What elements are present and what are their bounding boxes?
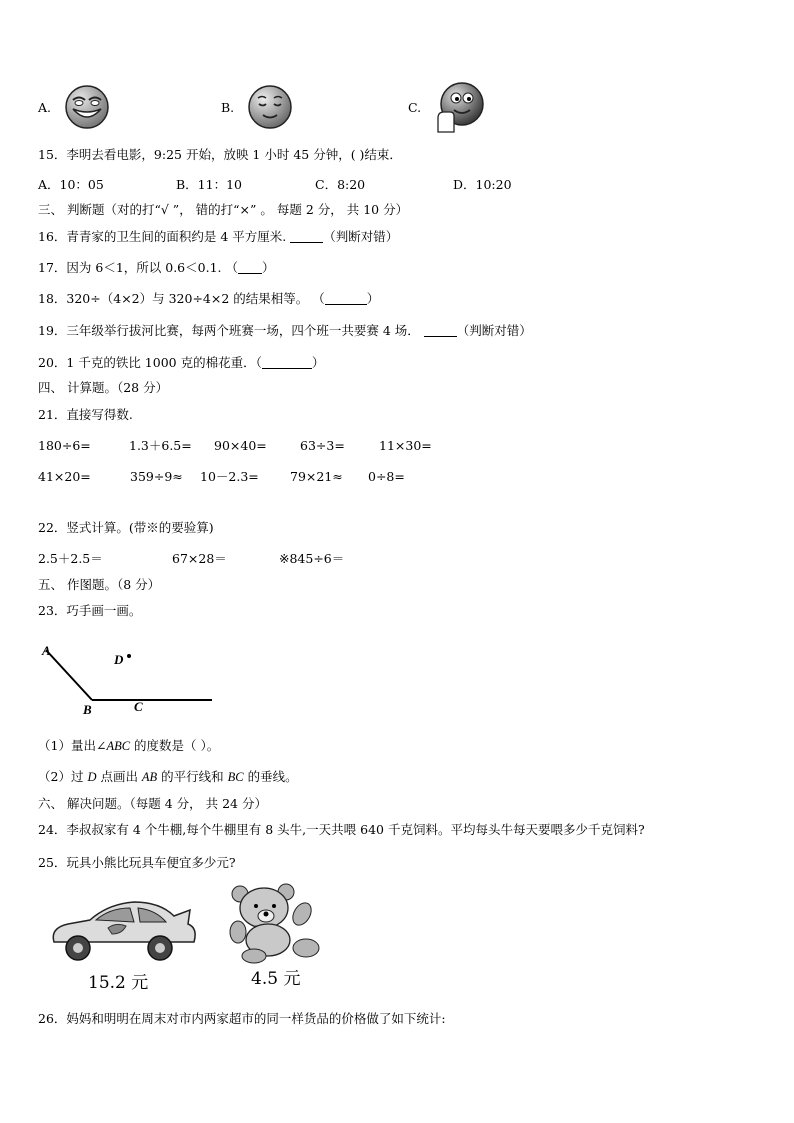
face-a-icon — [64, 84, 110, 130]
q15-stem: 15．李明去看电影，9:25 开始，放映 1 小时 45 分钟，( )结束． — [38, 147, 402, 162]
q19: 19．三年级举行拔河比赛，每两个班赛一场，四个班一共要赛 4 场． （判断对错） — [38, 323, 532, 338]
bear-price: 4.5 元 — [251, 969, 301, 989]
q17: 17．因为 6＜1，所以 0.6＜0.1. （ ） — [38, 260, 275, 275]
q15-option-b: B．11：10 — [176, 177, 242, 192]
option-c-label: C. — [408, 100, 422, 115]
section6-title: 六、 解决问题。（每题 4 分， 共 24 分） — [38, 796, 267, 811]
q16: 16．青青家的卫生间的面积约是 4 平方厘米. （判断对错） — [38, 229, 399, 244]
q25: 25．玩具小熊比玩具车便宜多少元? — [38, 855, 236, 870]
car-price: 15.2 元 — [88, 973, 149, 993]
toy-car-image — [48, 898, 196, 964]
calc-r2c2: 359÷9≈ — [130, 469, 183, 484]
point-a-label: A — [42, 643, 51, 658]
calc-r1c3: 90×40= — [214, 438, 267, 453]
option-a-label: A. — [38, 100, 52, 115]
q23-sub2: （2）过 D 点画出 AB 的平行线和 BC 的垂线。 — [38, 769, 298, 784]
calc-r1c1: 180÷6= — [38, 438, 91, 453]
q22-item-3: ※845÷6＝ — [279, 551, 345, 566]
q23-sub1: （1）量出∠ABC 的度数是（ ）。 — [38, 738, 220, 753]
point-d-label: D — [114, 652, 124, 667]
q21-title: 21．直接写得数. — [38, 407, 133, 422]
section5-title: 五、 作图题。（8 分） — [38, 577, 161, 592]
calc-r2c1: 41×20= — [38, 469, 91, 484]
point-b-label: B — [83, 702, 92, 717]
section3-title: 三、 判断题（对的打“√ ”， 错的打“×” 。 每题 2 分， 共 10 分） — [38, 202, 409, 217]
q26: 26．妈妈和明明在周末对市内两家超市的同一样货品的价格做了如下统计: — [38, 1011, 446, 1026]
calc-r1c2: 1.3＋6.5= — [129, 438, 192, 453]
calc-r1c4: 63÷3= — [300, 438, 345, 453]
q22-item-1: 2.5＋2.5＝ — [38, 551, 103, 566]
q22-item-2: 67×28＝ — [172, 551, 227, 566]
face-b-icon — [247, 84, 293, 130]
q24: 24．李叔叔家有 4 个牛棚,每个牛棚里有 8 头牛,一天共喂 640 千克饲料。平均每头牛每天要喂多少千克饲料? — [38, 822, 645, 837]
q20: 20．1 千克的铁比 1000 克的棉花重．（ ） — [38, 355, 325, 370]
point-c-label: C — [134, 699, 143, 714]
q18: 18．320÷（4×2）与 320÷4×2 的结果相等。 （ ） — [38, 291, 380, 306]
face-c-icon — [434, 82, 486, 134]
calc-r2c5: 0÷8= — [368, 469, 405, 484]
calc-r1c5: 11×30= — [379, 438, 432, 453]
q15-option-a: A．10：05 — [38, 177, 104, 192]
q15-option-d: D．10:20 — [453, 177, 512, 192]
q22-title: 22．竖式计算。(带※的要验算) — [38, 520, 214, 535]
q15-option-c: C．8:20 — [315, 177, 366, 192]
option-b-label: B. — [221, 100, 235, 115]
teddy-bear-image — [226, 884, 322, 964]
section4-title: 四、 计算题。（28 分） — [38, 380, 169, 395]
q23-title: 23．巧手画一画。 — [38, 603, 142, 618]
calc-r2c4: 79×21≈ — [290, 469, 343, 484]
calc-r2c3: 10－2.3= — [200, 469, 259, 484]
